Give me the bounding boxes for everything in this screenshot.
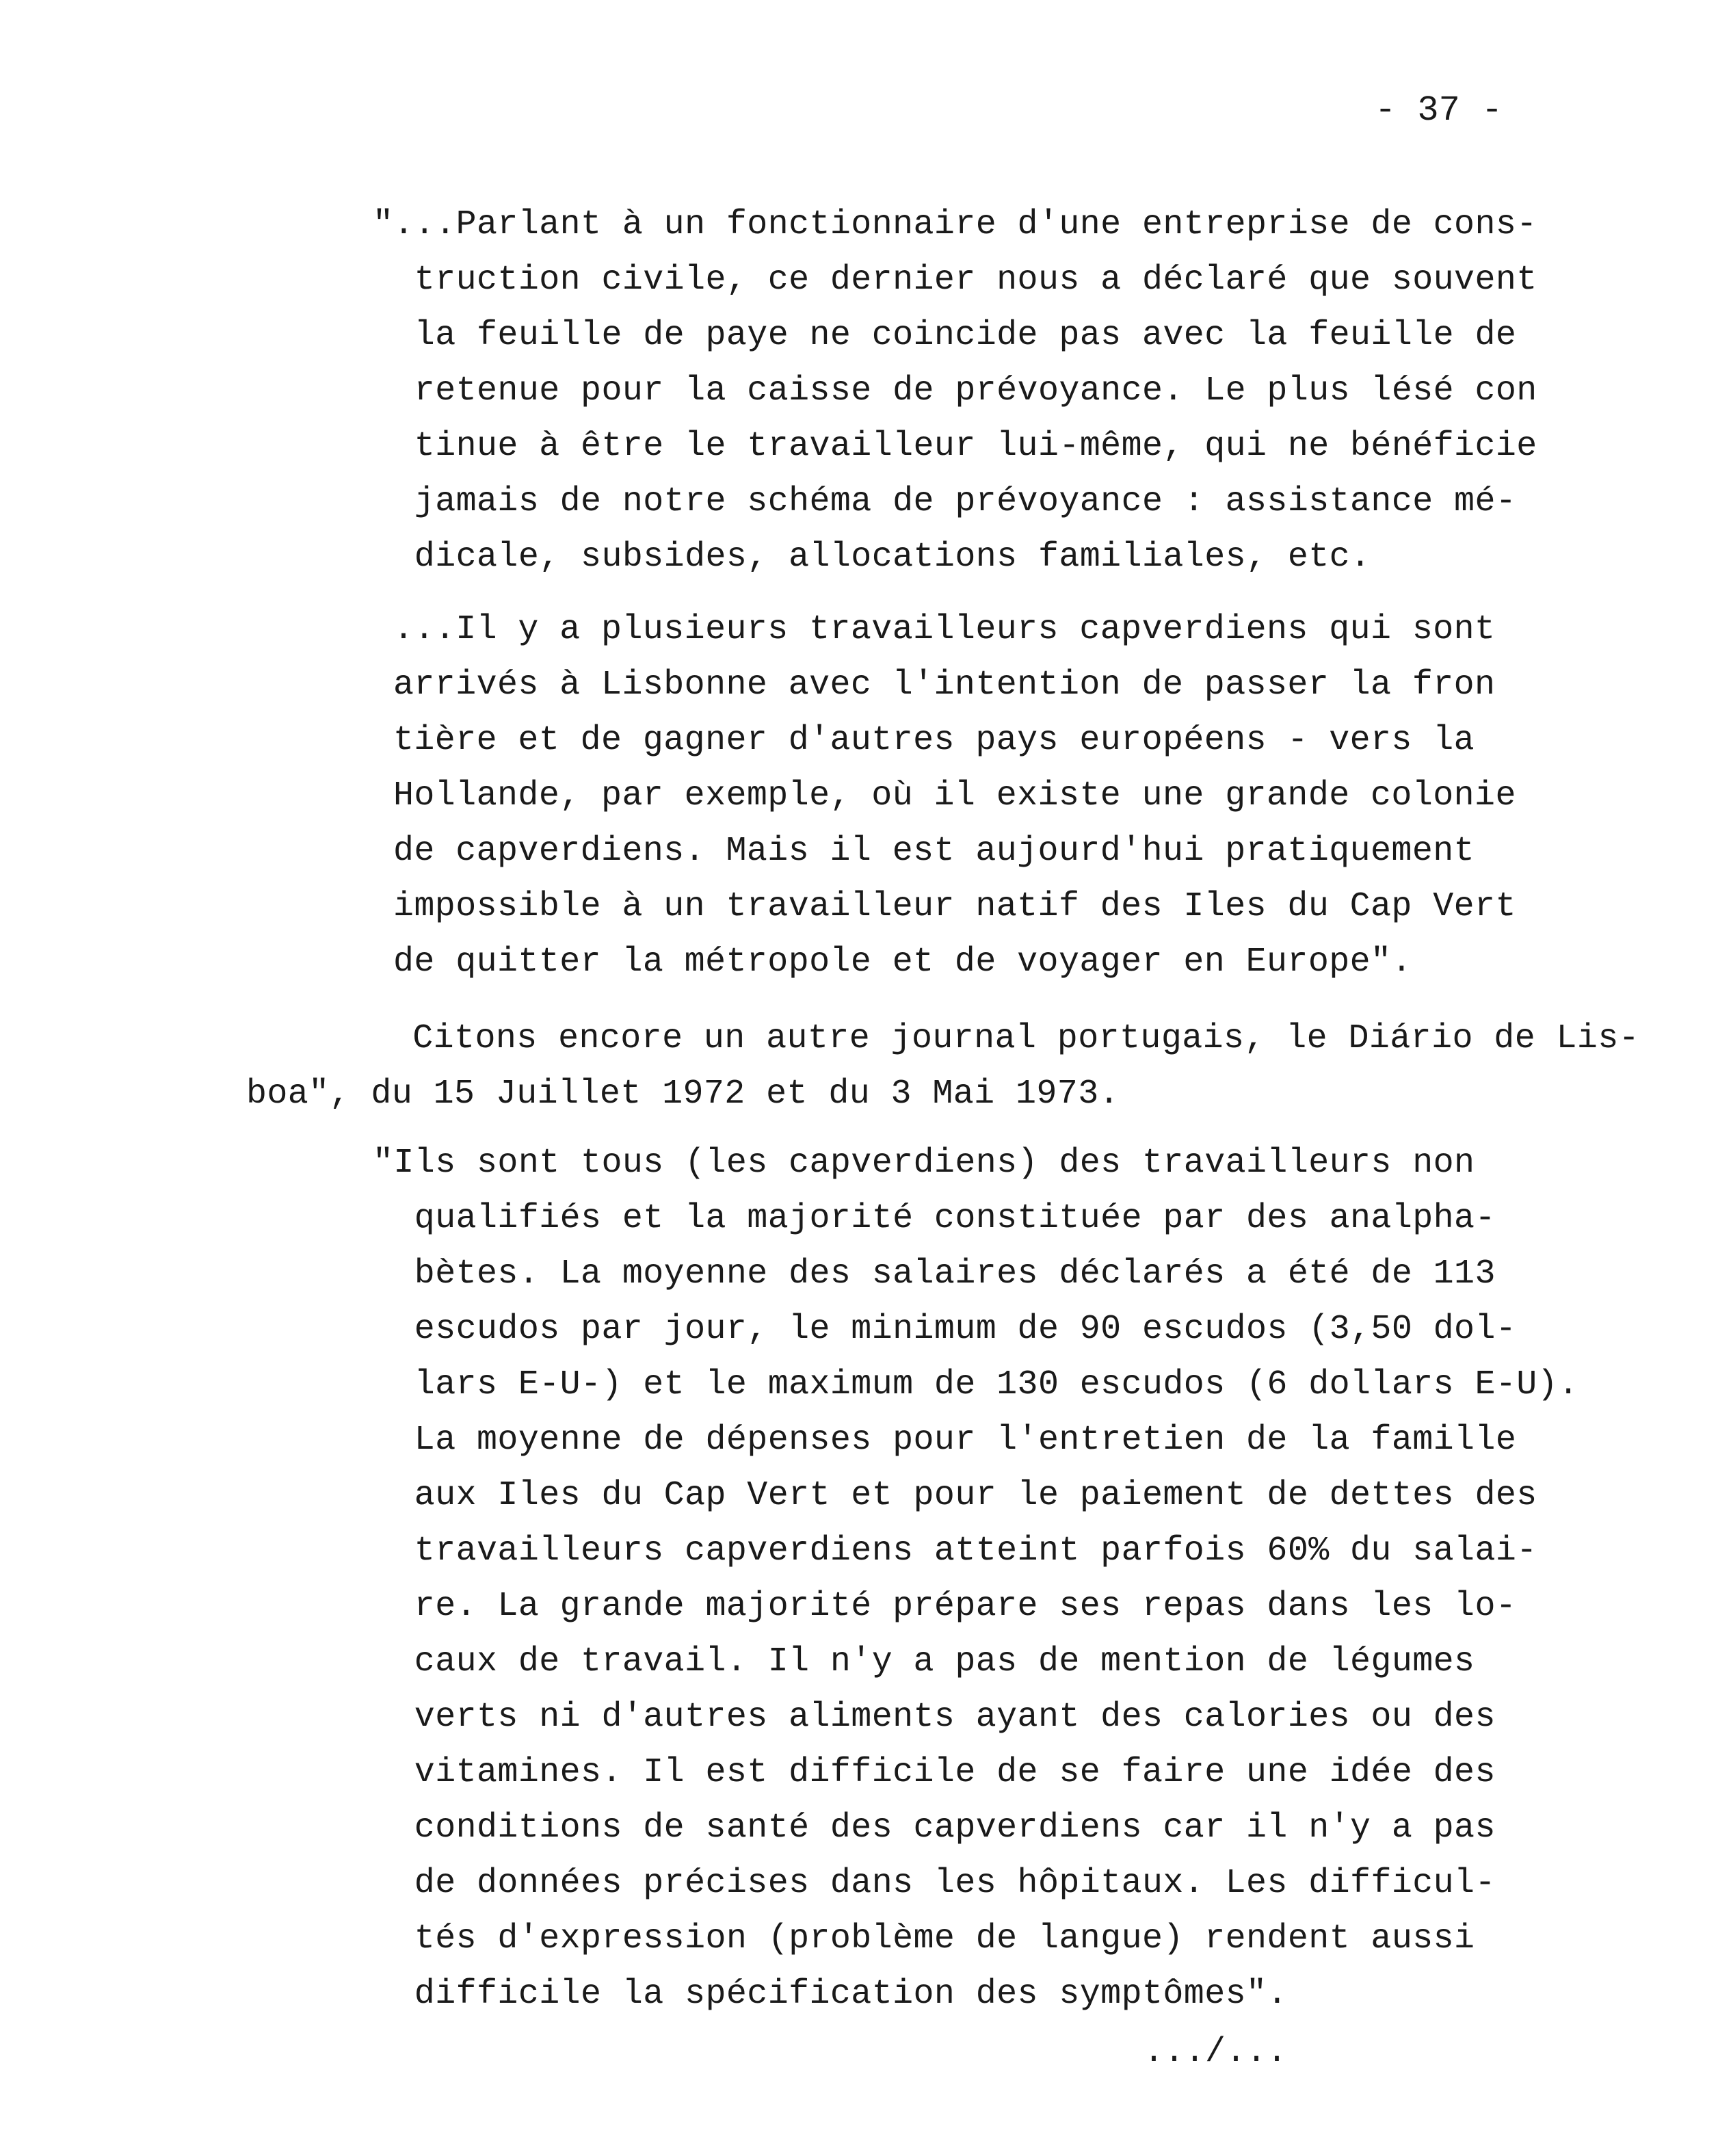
text-line: Citons encore un autre journal portugais, le Diário de Lis-: [246, 1019, 1640, 1058]
text-line: la feuille de paye ne coincide pas avec la feuille de: [373, 316, 1517, 355]
text-line: retenue pour la caisse de prévoyance. Le plus lésé con: [373, 371, 1537, 410]
text-line: arrivés à Lisbonne avec l'intention de passer la fron: [393, 666, 1496, 705]
text-line: de capverdiens. Mais il est aujourd'hui pratiquement: [393, 832, 1475, 871]
text-line: qualifiés et la majorité constituée par des analpha-: [373, 1199, 1496, 1238]
quote-capverdiens-salaires: [373, 1135, 1578, 2022]
text-line: aux Iles du Cap Vert et pour le paiement de dettes des: [373, 1476, 1537, 1515]
text-line: de quitter la métropole et de voyager en Europe".: [393, 943, 1412, 982]
text-line: bètes. La moyenne des salaires déclarés a été de 113: [373, 1254, 1496, 1293]
text-line: ...Il y a plusieurs travailleurs capverdiens qui sont: [393, 610, 1496, 649]
text-line: boa", du 15 Juillet 1972 et du 3 Mai 1973.: [246, 1075, 1120, 1114]
continuation-mark: .../...: [1144, 2033, 1288, 2072]
text-line: difficile la spécification des symptômes".: [373, 1975, 1288, 2014]
text-line: "...Parlant à un fonctionnaire d'une entreprise de cons-: [373, 205, 1537, 244]
text-line: escudos par jour, le minimum de 90 escudos (3,50 dol-: [373, 1310, 1517, 1349]
text-line: impossible à un travailleur natif des Iles du Cap Vert: [393, 887, 1516, 926]
text-line: re. La grande majorité prépare ses repas dans les lo-: [373, 1587, 1517, 1626]
text-line: jamais de notre schéma de prévoyance : assistance mé-: [373, 482, 1517, 521]
text-line: vitamines. Il est difficile de se faire une idée des: [373, 1753, 1496, 1792]
text-line: La moyenne de dépenses pour l'entretien de la famille: [373, 1421, 1517, 1460]
text-line: lars E-U-) et le maximum de 130 escudos (6 dollars E-U).: [373, 1365, 1579, 1404]
paragraph-diario-de-lisboa: [246, 1011, 1639, 1122]
text-line: Hollande, par exemple, où il existe une grande colonie: [393, 776, 1516, 815]
text-line: tés d'expression (problème de langue) rendent aussi: [373, 1919, 1475, 1958]
text-line: tinue à être le travailleur lui-même, qui ne bénéficie: [373, 427, 1537, 466]
text-line: tière et de gagner d'autres pays européens - vers la: [393, 721, 1475, 760]
quote-lisbonne: [393, 602, 1516, 990]
text-line: verts ni d'autres aliments ayant des calories ou des: [373, 1698, 1496, 1737]
text-line: dicale, subsides, allocations familiales, etc.: [373, 538, 1371, 577]
text-line: conditions de santé des capverdiens car il n'y a pas: [373, 1809, 1496, 1848]
text-line: "Ils sont tous (les capverdiens) des travailleurs non: [373, 1144, 1475, 1183]
text-line: caux de travail. Il n'y a pas de mention de légumes: [373, 1642, 1475, 1681]
text-line: de données précises dans les hôpitaux. Les difficul-: [373, 1864, 1496, 1903]
quote-fonctionnaire: [373, 197, 1537, 585]
text-line: truction civile, ce dernier nous a déclaré que souvent: [373, 261, 1537, 300]
text-line: travailleurs capverdiens atteint parfois 60% du salai-: [373, 1531, 1537, 1570]
page-number: - 37 -: [1375, 90, 1503, 131]
